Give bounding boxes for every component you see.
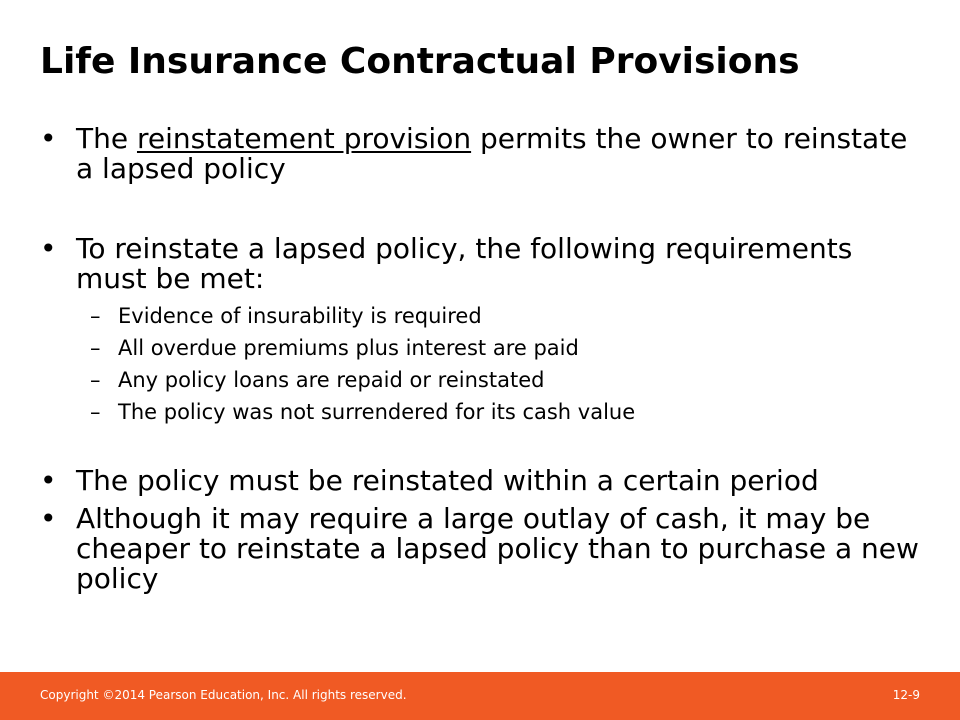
copyright-notice: Copyright ©2014 Pearson Education, Inc. All rights reserved.	[40, 688, 407, 702]
requirement-item	[40, 364, 930, 396]
requirement-item	[40, 332, 930, 364]
bullet-marker: •	[40, 122, 57, 155]
requirement-item	[40, 300, 930, 332]
slide-title: Life Insurance Contractual Provisions	[40, 41, 800, 82]
footer-bar	[0, 672, 960, 720]
bullet-marker: •	[40, 464, 57, 497]
page-number: 12-9	[892, 688, 920, 702]
requirement-text: Any policy loans are repaid or reinstated	[118, 368, 545, 392]
bullet-marker: •	[40, 502, 57, 535]
bullet-text: The policy must be reinstated within a certain period	[76, 464, 819, 497]
sub-bullet-marker: –	[90, 368, 101, 392]
bullet-text: To reinstate a lapsed policy, the following requirements must be met:	[76, 232, 853, 295]
bullet-reinstatement-period	[40, 466, 930, 496]
requirement-item	[40, 396, 930, 428]
bullet-text-before: The	[76, 122, 137, 155]
sub-bullet-marker: –	[90, 336, 101, 360]
bullet-reinstatement-provision	[40, 124, 930, 184]
requirement-text: All overdue premiums plus interest are paid	[118, 336, 579, 360]
requirement-text: The policy was not surrendered for its cash value	[118, 400, 636, 424]
requirement-text: Evidence of insurability is required	[118, 304, 482, 328]
bullet-requirements	[40, 234, 930, 294]
bullet-cost-comparison	[40, 504, 930, 594]
bullet-text-after: permits the owner to reinstate a lapsed policy	[76, 122, 908, 185]
sub-bullet-marker: –	[90, 400, 101, 424]
reinstatement-provision-term: reinstatement provision	[136, 122, 472, 155]
requirements-list	[40, 300, 930, 428]
bullet-text: Although it may require a large outlay of cash, it may be cheaper to reinstate a lapsed policy than to purchase a new policy	[76, 502, 919, 595]
slide-body	[40, 124, 930, 594]
sub-bullet-marker: –	[90, 304, 101, 328]
bullet-marker: •	[40, 232, 57, 265]
